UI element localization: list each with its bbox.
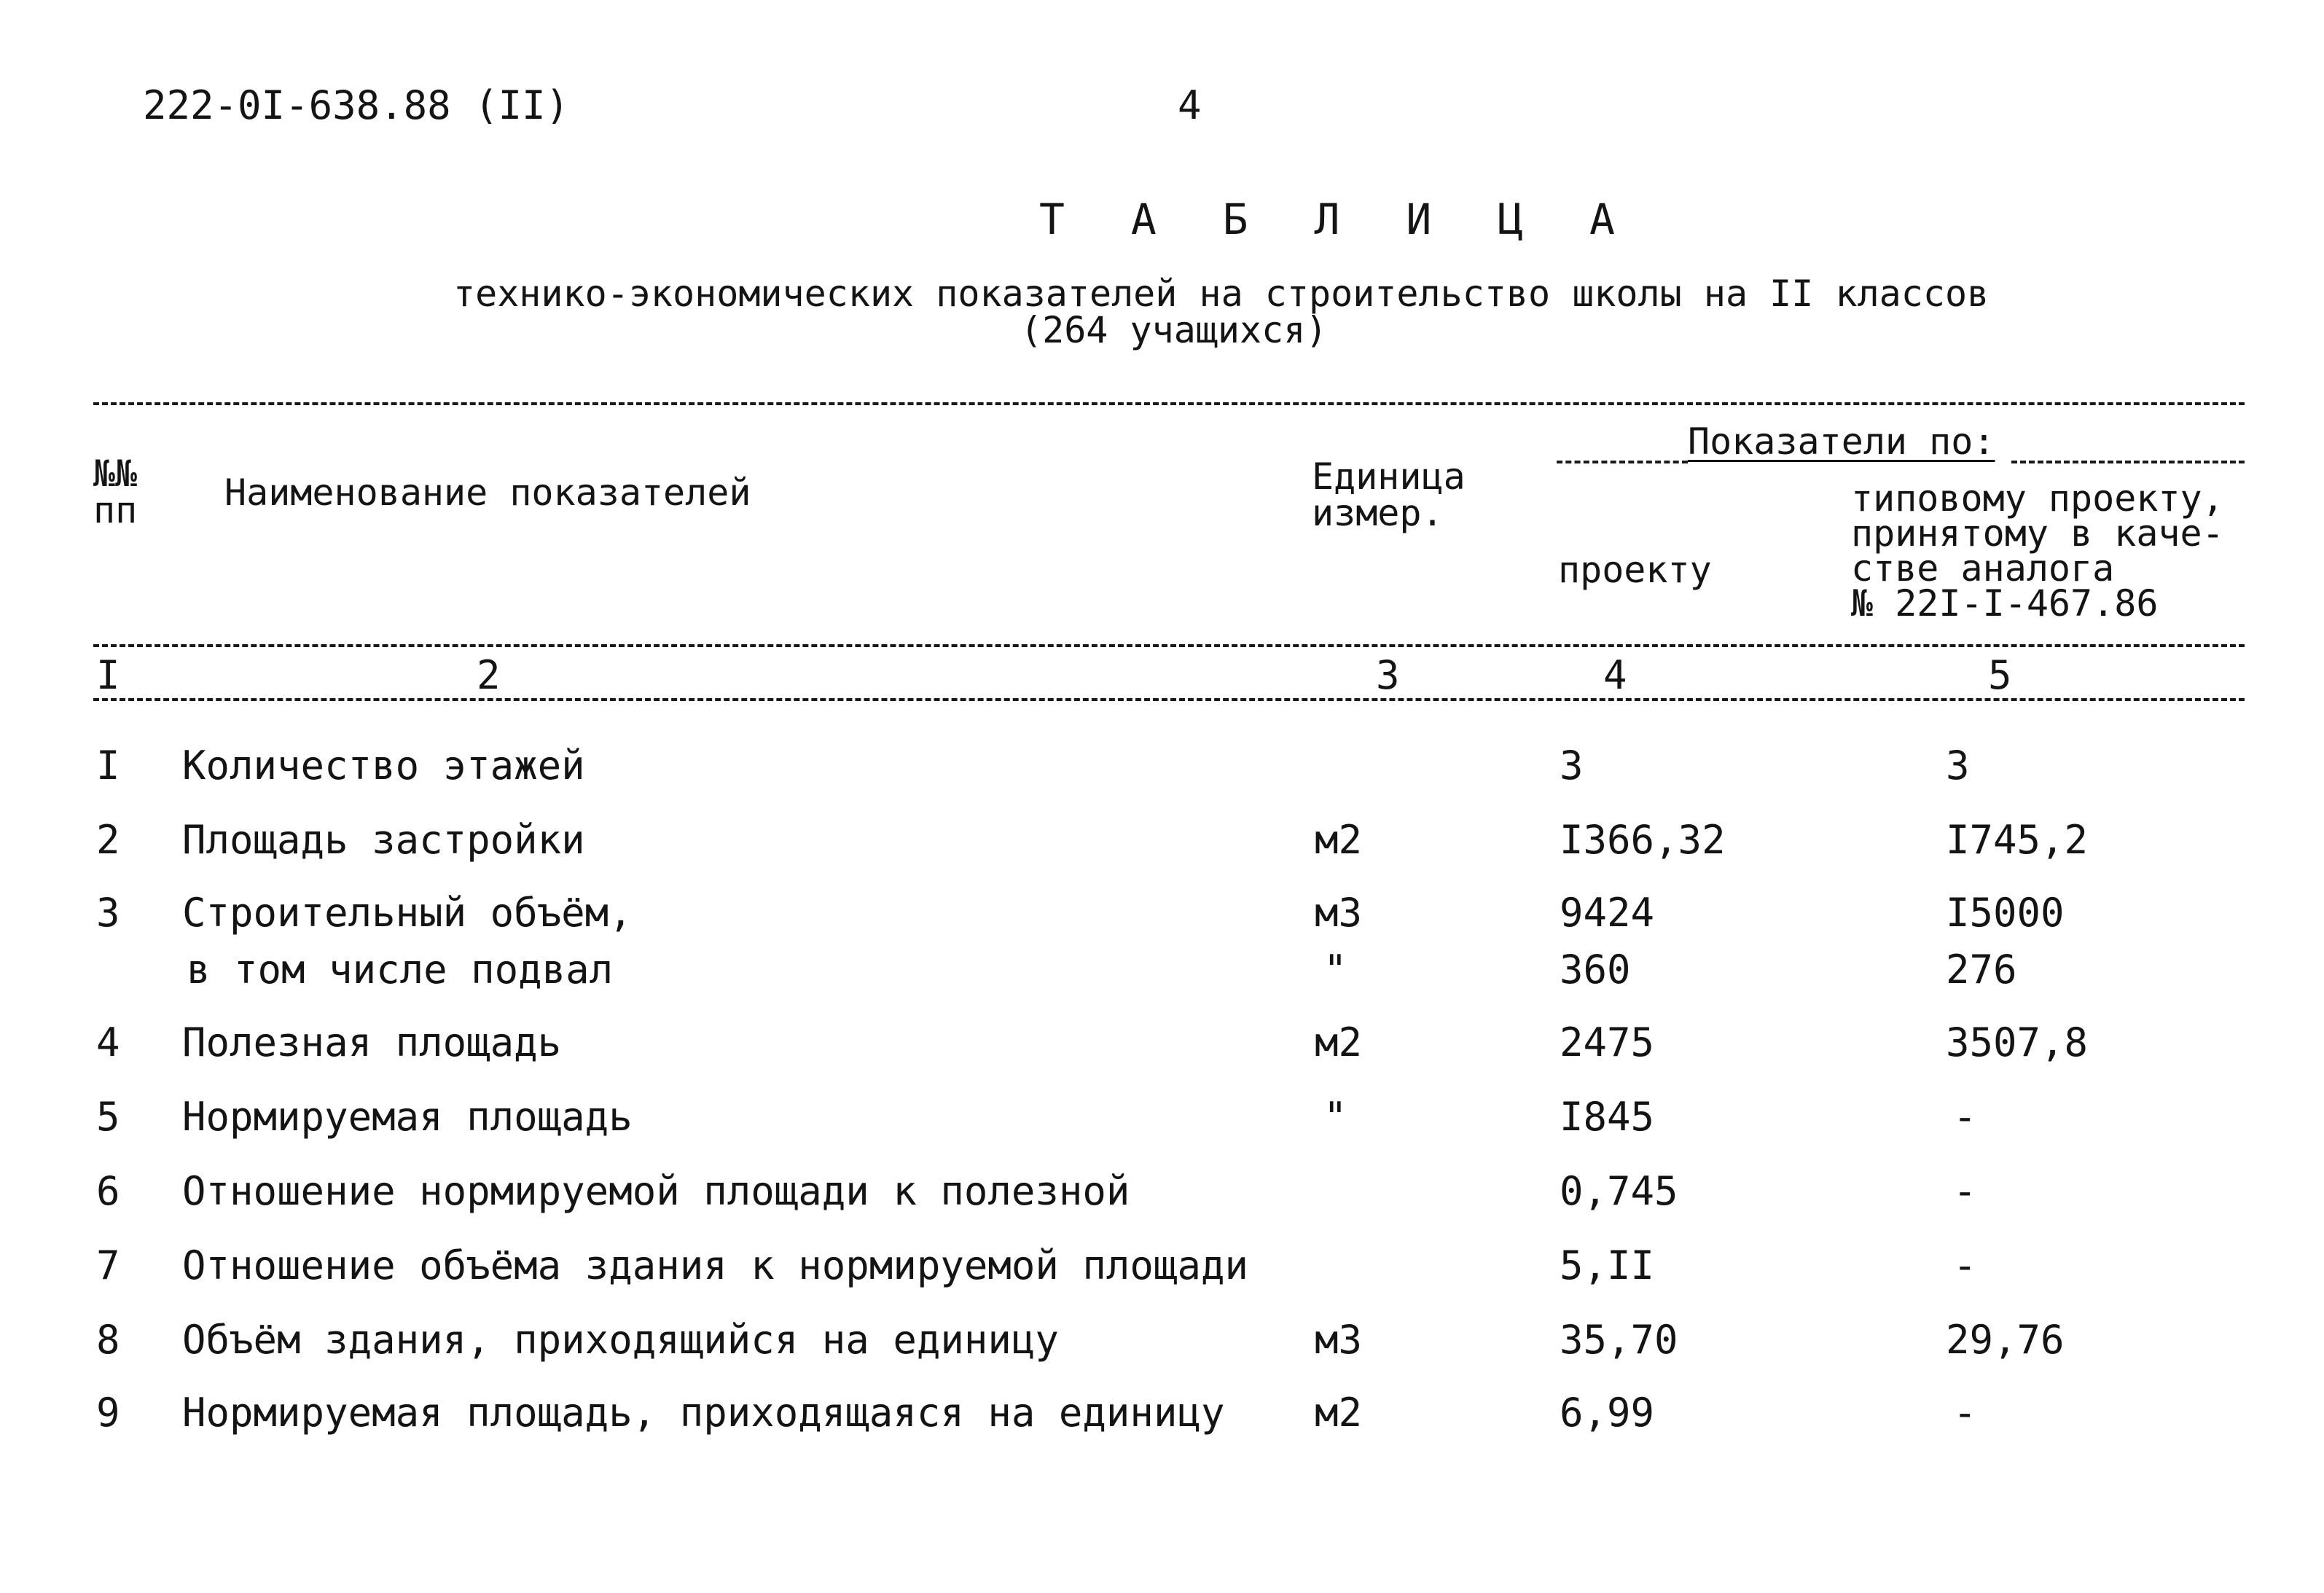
row-project-value: 3 — [1560, 743, 1584, 788]
header-name: Наименование показателей — [224, 471, 751, 514]
header-typical-line3: стве аналога — [1851, 547, 2115, 590]
row-typical-value: I745,2 — [1946, 817, 2089, 863]
row-project-value: 6,99 — [1560, 1390, 1655, 1436]
header-typical-line4: № 22I-I-467.86 — [1851, 582, 2159, 625]
row-indicator-name: Количество этажей — [182, 743, 585, 788]
header-no-line1: №№ — [93, 453, 138, 495]
table-subtitle-line1: технико-экономических показателей на строительство школы на II классов — [453, 273, 1990, 315]
document-number: 222-0I-638.88 (II) — [143, 82, 570, 128]
row-project-value: 5,II — [1560, 1242, 1655, 1288]
row-unit: " — [1323, 1094, 1347, 1140]
header-project: проекту — [1558, 549, 1712, 591]
row-indicator-name: Отношение объёма здания к нормируемой площади — [182, 1242, 1248, 1288]
row-number: 3 — [96, 890, 120, 936]
row-project-value: 360 — [1560, 947, 1631, 993]
column-numbers-top-rule — [93, 644, 2245, 647]
header-typical-line1: типовому проекту, — [1851, 477, 2224, 520]
row-indicator-name: Нормируемая площадь, приходящаяся на единицу — [182, 1390, 1225, 1436]
header-indicators-group: Показатели по: — [1688, 420, 1995, 463]
row-unit: м3 — [1315, 1317, 1363, 1363]
row-indicator-name: Объём здания, приходящийся на единицу — [182, 1317, 1059, 1363]
row-indicator-name: Площадь застройки — [182, 817, 585, 863]
row-project-value: 2475 — [1560, 1019, 1655, 1065]
header-no-line2: пп — [93, 489, 138, 531]
row-project-value: I845 — [1560, 1094, 1655, 1140]
row-unit: м3 — [1315, 890, 1363, 936]
row-typical-value: 276 — [1946, 947, 2017, 993]
row-unit: м2 — [1315, 1390, 1363, 1436]
group-rule-right — [2011, 461, 2245, 463]
row-typical-value: 29,76 — [1946, 1317, 2065, 1363]
row-typical-value: - — [1953, 1168, 1977, 1214]
column-number-5: 5 — [1988, 652, 2012, 698]
column-numbers-bottom-rule — [93, 698, 2245, 701]
header-typical-line2: принятому в каче- — [1851, 512, 2224, 555]
row-project-value: 35,70 — [1560, 1317, 1678, 1363]
row-project-value: 0,745 — [1560, 1168, 1678, 1214]
table-top-rule — [93, 402, 2245, 405]
row-indicator-name: Полезная площадь — [182, 1019, 562, 1065]
header-unit-line1: Единица — [1312, 455, 1466, 498]
page-number: 4 — [1178, 82, 1202, 128]
table-title: Т А Б Л И Ц А — [1039, 195, 1635, 244]
row-number: 9 — [96, 1390, 120, 1436]
column-number-2: 2 — [477, 652, 501, 698]
row-number: 8 — [96, 1317, 120, 1363]
row-typical-value: I5000 — [1946, 890, 2065, 936]
row-unit: м2 — [1315, 1019, 1363, 1065]
row-indicator-name: Нормируемая площадь — [182, 1094, 633, 1140]
row-typical-value: - — [1953, 1390, 1977, 1436]
row-unit: " — [1323, 947, 1347, 993]
group-rule-left — [1557, 461, 1688, 463]
row-number: 6 — [96, 1168, 120, 1214]
row-indicator-name: Отношение нормируемой площади к полезной — [182, 1168, 1130, 1214]
row-project-value: 9424 — [1560, 890, 1655, 936]
row-typical-value: - — [1953, 1242, 1977, 1288]
row-number: I — [96, 743, 120, 788]
row-number: 4 — [96, 1019, 120, 1065]
header-unit-line2: измер. — [1312, 492, 1444, 534]
row-number: 7 — [96, 1242, 120, 1288]
column-number-3: 3 — [1376, 652, 1400, 698]
row-indicator-name: Строительный объём, — [182, 890, 633, 936]
row-typical-value: - — [1953, 1094, 1977, 1140]
column-number-4: 4 — [1603, 652, 1627, 698]
row-number: 2 — [96, 817, 120, 863]
row-indicator-name: в том числе подвал — [187, 947, 614, 993]
row-project-value: I366,32 — [1560, 817, 1726, 863]
table-subtitle-line2: (264 учащихся) — [1020, 309, 1328, 351]
row-typical-value: 3 — [1946, 743, 1970, 788]
column-number-1: I — [96, 652, 120, 698]
row-unit: м2 — [1315, 817, 1363, 863]
row-typical-value: 3507,8 — [1946, 1019, 2089, 1065]
row-number: 5 — [96, 1094, 120, 1140]
